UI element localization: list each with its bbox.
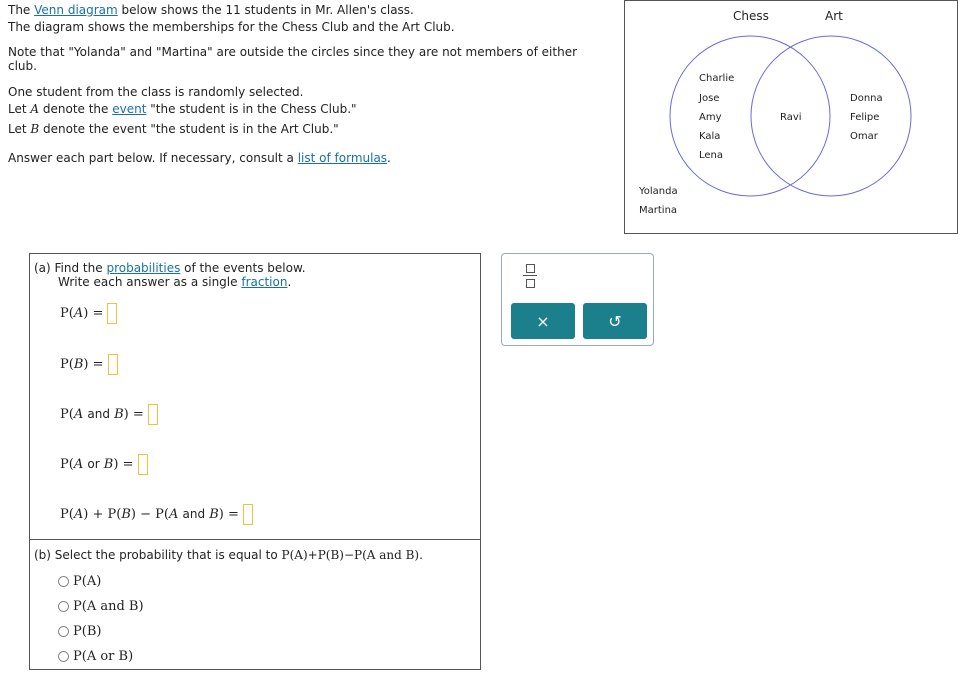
chess-only-name: Charlie bbox=[699, 73, 735, 84]
event-a-definition: Let A denote the event "the student is in the Chess Club." bbox=[8, 102, 357, 116]
outside-name: Yolanda bbox=[639, 186, 678, 197]
intro-line-2: The diagram shows the memberships for the Chess Club and the Art Club. bbox=[8, 20, 455, 34]
part-b-heading: (b) Select the probability that is equal to P(A)+P(B)−P(A and B). bbox=[34, 548, 423, 562]
option-p-b[interactable]: P(B) bbox=[58, 624, 101, 639]
art-label: Art bbox=[825, 9, 843, 23]
chess-only-name: Amy bbox=[699, 112, 722, 123]
undo-button[interactable] bbox=[583, 303, 647, 339]
part-divider bbox=[30, 539, 480, 540]
p-a-and-b-row: P(A and B) = bbox=[60, 404, 158, 425]
chess-only-name: Kala bbox=[699, 131, 721, 142]
p-b-row: P(B) = bbox=[60, 354, 118, 375]
p-a-and-b-answer-input[interactable] bbox=[148, 404, 158, 425]
p-a-or-b-row: P(A or B) = bbox=[60, 454, 148, 475]
sum-expression-answer-input[interactable] bbox=[243, 504, 253, 525]
p-b-answer-input[interactable] bbox=[108, 354, 118, 375]
probabilities-link[interactable]: probabilities bbox=[106, 261, 181, 275]
note-line-1: Note that "Yolanda" and "Martina" are outside the circles since they are not members of either bbox=[8, 45, 578, 59]
venn-diagram-link[interactable]: Venn diagram bbox=[34, 3, 118, 17]
math-tool-panel bbox=[501, 253, 654, 346]
both-name: Ravi bbox=[780, 112, 802, 123]
close-icon: × bbox=[536, 311, 550, 331]
event-link[interactable]: event bbox=[112, 102, 147, 116]
question-panel bbox=[29, 253, 481, 670]
event-b-definition: Let B denote the event "the student is in the Art Club." bbox=[8, 122, 339, 136]
undo-icon: ↺ bbox=[608, 311, 622, 331]
sum-expression-row: P(A) + P(B) − P(A and B) = bbox=[60, 504, 253, 525]
chess-circle bbox=[670, 36, 830, 196]
option-p-a-and-b[interactable]: P(A and B) bbox=[58, 599, 144, 614]
art-only-name: Omar bbox=[850, 131, 878, 142]
option-p-a[interactable]: P(A) bbox=[58, 574, 101, 589]
part-a-instructions: Write each answer as a single fraction. bbox=[58, 275, 292, 289]
radio-button[interactable] bbox=[58, 626, 69, 637]
radio-button[interactable] bbox=[58, 651, 69, 662]
selection-line: One student from the class is randomly selected. bbox=[8, 85, 304, 99]
chess-label: Chess bbox=[733, 9, 769, 23]
p-a-or-b-answer-input[interactable] bbox=[138, 454, 148, 475]
part-a-heading: (a) Find the probabilities of the events below. bbox=[34, 261, 306, 275]
radio-button[interactable] bbox=[58, 601, 69, 612]
fraction-link[interactable]: fraction bbox=[241, 275, 288, 289]
intro-line-1: The Venn diagram below shows the 11 students in Mr. Allen's class. bbox=[8, 3, 414, 17]
outside-name: Martina bbox=[639, 205, 678, 216]
art-only-name: Donna bbox=[850, 93, 883, 104]
option-p-a-or-b[interactable]: P(A or B) bbox=[58, 649, 133, 664]
radio-button[interactable] bbox=[58, 576, 69, 587]
formulas-link[interactable]: list of formulas bbox=[297, 151, 388, 165]
fraction-icon[interactable] bbox=[523, 264, 537, 288]
clear-button[interactable] bbox=[511, 303, 575, 339]
venn-diagram-panel bbox=[624, 0, 958, 234]
chess-only-name: Jose bbox=[699, 93, 720, 104]
art-only-name: Felipe bbox=[850, 112, 880, 123]
answer-instructions: Answer each part below. If necessary, consult a list of formulas. bbox=[8, 151, 391, 165]
note-line-2: club. bbox=[8, 59, 37, 73]
p-a-answer-input[interactable] bbox=[107, 303, 117, 324]
chess-only-name: Lena bbox=[699, 150, 724, 161]
p-a-row: P(A) = bbox=[60, 303, 117, 324]
art-circle bbox=[751, 36, 911, 196]
